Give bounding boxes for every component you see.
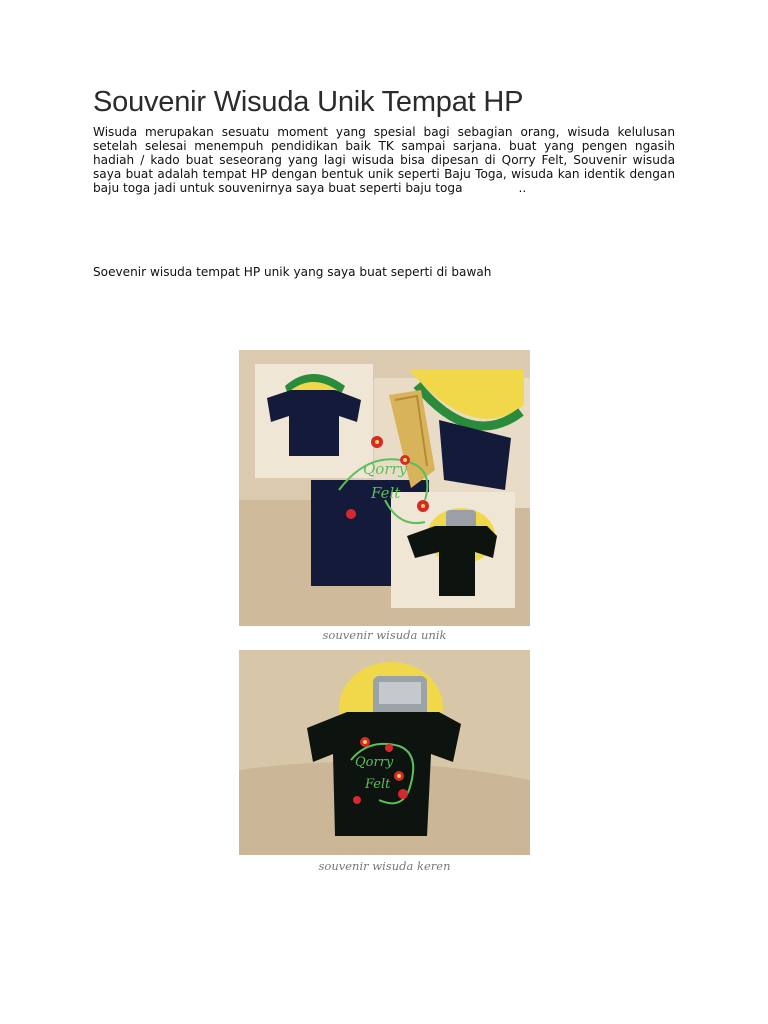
figure-caption-2: souvenir wisuda keren xyxy=(318,859,451,873)
souvenir-photo-collage xyxy=(239,350,530,626)
page-title: Souvenir Wisuda Unik Tempat HP xyxy=(93,86,524,118)
souvenir-photo-single xyxy=(239,650,530,855)
watermark-line-1: Qorry xyxy=(363,460,408,478)
watermark-line-2: Felt xyxy=(371,484,401,502)
intro-text: Wisuda merupakan sesuatu moment yang spesial bagi sebagian orang, wisuda kelulusan setelah selesai menempuh pendidikan baik TK sampai sarjana. buat yang pengen ngasih hadiah / kado buat seseorang yang lagi wisuda bisa dipesan di Qorry Felt, Souvenir wisuda saya buat adalah tempat HP dengan bentuk unik seperti Baju Toga, wisuda kan identik dengan baju toga jadi untuk souvenirnya saya buat seperti baju toga xyxy=(93,125,675,195)
figure-caption-1: souvenir wisuda unik xyxy=(322,628,447,642)
watermark-line-1: Qorry xyxy=(355,755,394,770)
lead-paragraph: Soevenir wisuda tempat HP unik yang saya buat seperti di bawah xyxy=(93,265,492,279)
intro-paragraph xyxy=(93,125,675,195)
watermark-line-2: Felt xyxy=(365,777,391,792)
intro-trailing: .. xyxy=(518,181,527,195)
